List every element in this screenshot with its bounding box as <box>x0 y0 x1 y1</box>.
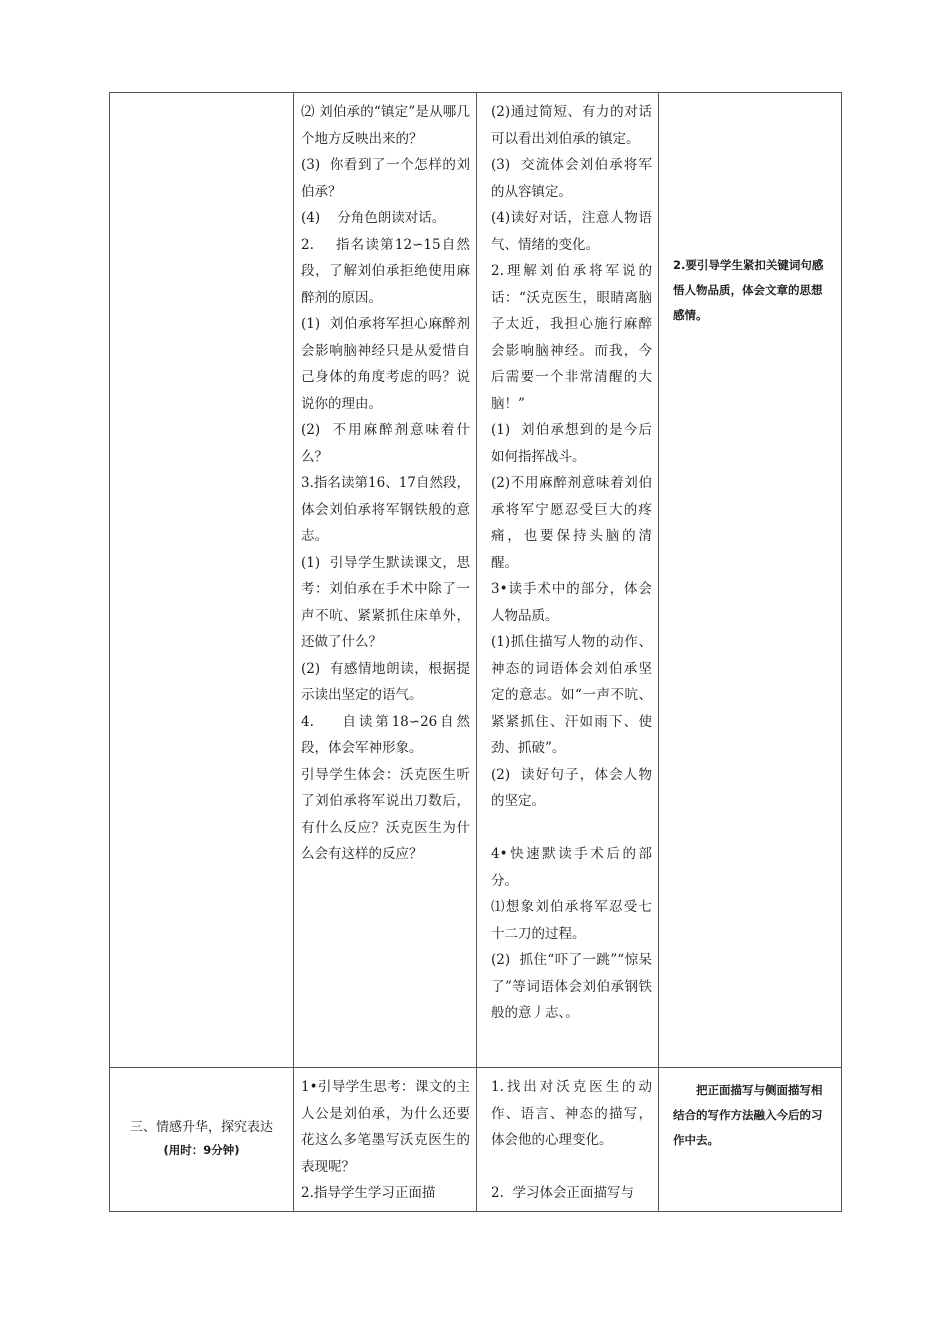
paragraph: (1) 刘伯承将军担心麻醉剂会影响脑神经只是从爱惜自己身体的角度考虑的吗？说说你的理由。 <box>301 316 470 412</box>
paragraph: (1) 引导学生默读课文，思考：刘伯承在手术中除了一声不吭、紧紧抓住床单外，还做了什么？ <box>301 554 470 650</box>
design-note: 2.要引导学生紧扣关键词句感悟人物品质，体会文章的思想感情。 <box>673 258 824 322</box>
student-activity-cell <box>477 1068 659 1212</box>
paragraph: (2)通过简短、有力的对话可以看出刘伯承的镇定。 <box>491 104 652 147</box>
paragraph: 2. 学习体会正面描写与 <box>491 1185 634 1201</box>
table-row <box>110 1068 842 1212</box>
design-intent-cell <box>659 1068 842 1212</box>
paragraph: 2.理解刘伯承将军说的话：“沃克医生，眼睛离脑子太近，我担心施行麻醉会影响脑神经。而我，今后需要一个非常清醒的大脑！” <box>491 263 652 412</box>
stage-cell-empty <box>110 93 294 1068</box>
paragraph: (1) 刘伯承想到的是今后如何指挥战斗。 <box>491 422 652 465</box>
paragraph: 1.找出对沃克医生的动作、语言、神态的描写，体会他的心理变化。 <box>491 1079 652 1148</box>
paragraph: 引导学生体会：沃克医生听了刘伯承将军说出刀数后，有什么反应？沃克医生为什么会有这样的反应？ <box>301 766 470 862</box>
teacher-activity-cell <box>294 93 477 1068</box>
paragraph: 3•读手术中的部分，体会人物品质。 <box>491 581 652 624</box>
paragraph: ⑵ 刘伯承的“镇定”是从哪几个地方反映出来的？ <box>301 104 470 147</box>
table-row <box>110 93 842 1068</box>
paragraph: (2) 有感情地朗读，根据提示读出坚定的语气。 <box>301 660 470 703</box>
paragraph: (2) 抓住“吓了一跳”“惊呆了”等词语体会刘伯承钢铁般的意丿志、。 <box>491 952 652 1021</box>
paragraph: 2. 指名读第12∽15自然段，了解刘伯承拒绝使用麻醉剂的原因。 <box>301 236 470 306</box>
paragraph: (2) 不用麻醉剂意味着什么？ <box>301 422 470 465</box>
paragraph: 1•引导学生思考：课文的主人公是刘伯承，为什么还要花这么多笔墨写沃克医生的表现呢？ <box>301 1079 470 1175</box>
paragraph: (3) 交流体会刘伯承将军的从容镇定。 <box>491 157 652 200</box>
student-activity-cell <box>477 93 659 1068</box>
paragraph: ⑴想象刘伯承将军忍受七十二刀的过程。 <box>491 899 652 942</box>
paragraph: (4) 分角色朗读对话。 <box>301 210 446 226</box>
stage-time: (用时：9分钟) <box>163 1143 240 1158</box>
paragraph: (4)读好对话，注意人物语气、情绪的变化。 <box>491 210 652 253</box>
paragraph: (2) 读好句子，体会人物的坚定。 <box>491 766 652 809</box>
design-note: 把正面描写与侧面描写相结合的写作方法融入今后的习作中去。 <box>673 1083 823 1147</box>
paragraph: 4. 自读第18∽26自然段，体会军神形象。 <box>301 713 470 756</box>
paragraph: (2)不用麻醉剂意味着刘伯承将军宁愿忍受巨大的疼痛，也要保持头脑的清醒。 <box>491 475 652 571</box>
paragraph: (3) 你看到了一个怎样的刘伯承？ <box>301 157 470 200</box>
paragraph: 2.指导学生学习正面描 <box>301 1185 436 1201</box>
paragraph: 3.指名读第16、17自然段，体会刘伯承将军钢铁般的意志。 <box>301 475 470 544</box>
stage-cell <box>110 1068 294 1212</box>
design-intent-cell <box>659 93 842 1068</box>
stage-title: 三、情感升华，探究表达 <box>129 1120 273 1136</box>
teacher-activity-cell <box>294 1068 477 1212</box>
lesson-plan-table <box>109 92 842 1212</box>
paragraph: (1)抓住描写人物的动作、神态的词语体会刘伯承坚定的意志。如“一声不吭、紧紧抓住、汗如雨下、使劲、抓破”。 <box>491 634 652 756</box>
paragraph: 4•快速默读手术后的部分。 <box>491 846 652 889</box>
